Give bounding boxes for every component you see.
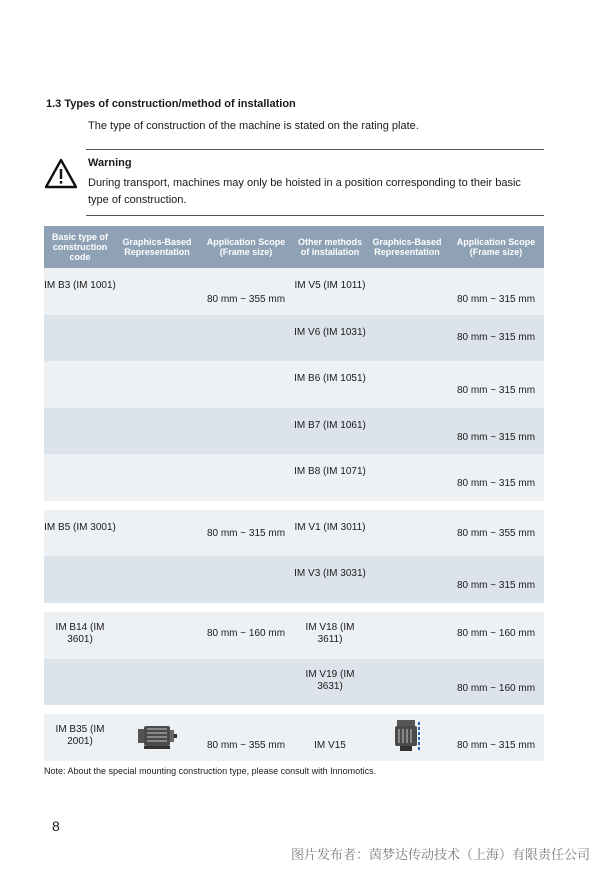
other-method-cell: IM V3 (IM 3031) bbox=[294, 556, 366, 603]
graphic-cell bbox=[366, 408, 448, 454]
graphic-cell bbox=[116, 510, 198, 556]
group-gap bbox=[44, 501, 544, 510]
table-header-row bbox=[44, 226, 544, 268]
basic-scope-cell bbox=[198, 361, 294, 408]
header-basic-type: Basic type of construction code bbox=[44, 226, 116, 268]
table-row bbox=[44, 454, 544, 501]
table-row bbox=[44, 361, 544, 408]
table-row bbox=[44, 510, 544, 556]
table-row bbox=[44, 714, 544, 761]
basic-type-cell bbox=[44, 659, 116, 705]
graphic-cell bbox=[366, 510, 448, 556]
basic-type-cell bbox=[44, 556, 116, 603]
page-number: 8 bbox=[52, 818, 60, 834]
graphic-cell bbox=[116, 556, 198, 603]
table-row bbox=[44, 408, 544, 454]
table-row bbox=[44, 268, 544, 315]
other-method-cell: IM V1 (IM 3011) bbox=[294, 510, 366, 556]
section-title: 1.3 Types of construction/method of installation bbox=[46, 98, 296, 110]
footnote: Note: About the special mounting construction type, please consult with Innomotics. bbox=[44, 766, 377, 776]
publisher-credit: 图片发布者：茵梦达传动技术（上海）有限责任公司 bbox=[290, 847, 590, 862]
graphic-cell bbox=[366, 714, 448, 761]
basic-type-cell bbox=[44, 408, 116, 454]
construction-types-table bbox=[44, 226, 544, 761]
other-method-cell: IM V5 (IM 1011) bbox=[294, 268, 366, 315]
other-method-cell: IM B7 (IM 1061) bbox=[294, 408, 366, 454]
graphic-cell bbox=[366, 361, 448, 408]
divider-top bbox=[86, 149, 544, 150]
graphic-cell bbox=[366, 612, 448, 659]
other-scope-cell: 80 mm ~ 315 mm bbox=[448, 408, 544, 454]
other-scope-cell: 80 mm ~ 315 mm bbox=[448, 714, 544, 761]
warning-title: Warning bbox=[88, 157, 132, 169]
graphic-cell bbox=[116, 315, 198, 361]
intro-text: The type of construction of the machine is stated on the rating plate. bbox=[88, 120, 419, 132]
basic-type-cell: IM B35 (IM 2001) bbox=[44, 714, 116, 761]
basic-scope-cell: 80 mm ~ 315 mm bbox=[198, 510, 294, 556]
basic-scope-cell bbox=[198, 556, 294, 603]
other-scope-cell: 80 mm ~ 160 mm bbox=[448, 612, 544, 659]
basic-type-cell bbox=[44, 361, 116, 408]
basic-scope-cell bbox=[198, 408, 294, 454]
graphic-cell bbox=[116, 714, 198, 761]
basic-type-cell bbox=[44, 315, 116, 361]
graphic-cell bbox=[366, 315, 448, 361]
other-scope-cell: 80 mm ~ 315 mm bbox=[448, 315, 544, 361]
group-gap bbox=[44, 603, 544, 612]
basic-scope-cell bbox=[198, 315, 294, 361]
other-scope-cell: 80 mm ~ 160 mm bbox=[448, 659, 544, 705]
table-row bbox=[44, 315, 544, 361]
graphic-cell bbox=[116, 659, 198, 705]
basic-type-cell: IM B3 (IM 1001) bbox=[44, 268, 116, 315]
other-method-cell: IM V15 bbox=[294, 714, 366, 761]
graphic-cell bbox=[116, 408, 198, 454]
graphic-cell bbox=[366, 268, 448, 315]
group-gap bbox=[44, 705, 544, 714]
graphic-cell bbox=[116, 361, 198, 408]
other-scope-cell: 80 mm ~ 315 mm bbox=[448, 268, 544, 315]
warning-triangle-icon bbox=[44, 158, 78, 190]
basic-type-cell bbox=[44, 454, 116, 501]
other-method-cell: IM V6 (IM 1031) bbox=[294, 315, 366, 361]
graphic-cell bbox=[116, 612, 198, 659]
other-method-cell: IM B8 (IM 1071) bbox=[294, 454, 366, 501]
motor-v15-icon bbox=[390, 718, 424, 754]
graphic-cell bbox=[116, 268, 198, 315]
other-method-cell: IM V18 (IM 3611) bbox=[294, 612, 366, 659]
basic-type-cell: IM B14 (IM 3601) bbox=[44, 612, 116, 659]
header-scope-other: Application Scope (Frame size) bbox=[448, 226, 544, 268]
basic-scope-cell: 80 mm ~ 160 mm bbox=[198, 612, 294, 659]
basic-scope-cell bbox=[198, 454, 294, 501]
header-other-methods: Other methods of installation bbox=[294, 226, 366, 268]
header-graphics-basic: Graphics-Based Representation bbox=[116, 226, 198, 268]
other-scope-cell: 80 mm ~ 315 mm bbox=[448, 454, 544, 501]
basic-scope-cell bbox=[198, 659, 294, 705]
graphic-cell bbox=[366, 454, 448, 501]
other-scope-cell: 80 mm ~ 315 mm bbox=[448, 361, 544, 408]
other-scope-cell: 80 mm ~ 355 mm bbox=[448, 510, 544, 556]
divider-bottom bbox=[86, 215, 544, 216]
table-row bbox=[44, 556, 544, 603]
basic-scope-cell: 80 mm ~ 355 mm bbox=[198, 714, 294, 761]
graphic-cell bbox=[366, 556, 448, 603]
warning-text: During transport, machines may only be hoisted in a position corresponding to their basic type of construction. bbox=[88, 177, 521, 206]
graphic-cell bbox=[366, 659, 448, 705]
graphic-cell bbox=[116, 454, 198, 501]
header-scope-basic: Application Scope (Frame size) bbox=[198, 226, 294, 268]
table-row bbox=[44, 612, 544, 659]
other-scope-cell: 80 mm ~ 315 mm bbox=[448, 556, 544, 603]
motor-b35-icon bbox=[136, 722, 178, 752]
basic-type-cell: IM B5 (IM 3001) bbox=[44, 510, 116, 556]
other-method-cell: IM V19 (IM 3631) bbox=[294, 659, 366, 705]
table-row bbox=[44, 659, 544, 705]
header-graphics-other: Graphics-Based Representation bbox=[366, 226, 448, 268]
basic-scope-cell: 80 mm ~ 355 mm bbox=[198, 268, 294, 315]
other-method-cell: IM B6 (IM 1051) bbox=[294, 361, 366, 408]
